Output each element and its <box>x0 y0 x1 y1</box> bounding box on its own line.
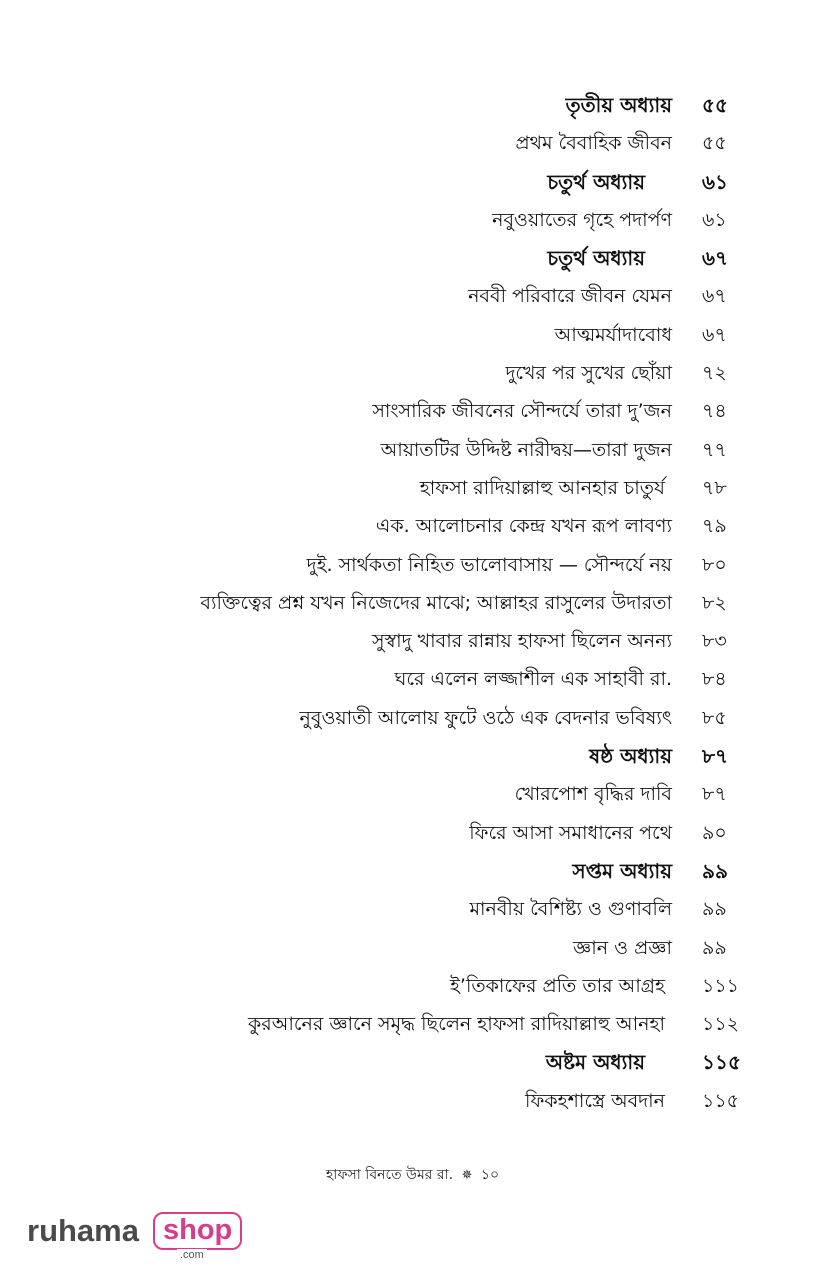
toc-page-number: ৯৯ <box>702 858 728 883</box>
toc-entry-row <box>0 584 825 622</box>
toc-page-number: ৭৭ <box>702 438 727 461</box>
toc-title: ই’তিকাফের প্রতি তার আগ্রহ <box>450 974 665 997</box>
toc-title: অষ্টম অধ্যায় <box>545 1050 645 1075</box>
toc-entry-row <box>0 201 825 239</box>
toc-page-number: ১১৫ <box>702 1089 739 1112</box>
toc-title: ঘরে এলেন লজ্জাশীল এক সাহাবী রা. <box>394 668 672 691</box>
toc-entry-row <box>0 967 825 1005</box>
toc-entry-row <box>0 1005 825 1043</box>
toc-title: মানবীয় বৈশিষ্ট্য ও গুণাবলি <box>469 898 672 921</box>
toc-page-number: ৭৯ <box>702 515 727 538</box>
toc-title: আত্মমর্যাদাবোধ <box>554 323 672 346</box>
toc-title: নবুওয়াতের গৃহে পদার্পণ <box>492 208 672 231</box>
toc-page-number: ১১১ <box>702 974 739 997</box>
toc-title: খোরপোশ বৃদ্ধির দাবি <box>514 783 672 806</box>
toc-title: এক. আলোচনার কেন্দ্র যখন রূপ লাবণ্য <box>375 515 672 538</box>
toc-title: কুরআনের জ্ঞানে সমৃদ্ধ ছিলেন হাফসা রাদিয়াল্লাহু আনহা <box>247 1013 665 1036</box>
toc-entry-row <box>0 660 825 698</box>
toc-title: সাংসারিক জীবনের সৌন্দর্যে তারা দু’জন <box>372 400 672 423</box>
toc-page-number: ৬৭ <box>702 323 727 346</box>
toc-title: প্রথম বৈবাহিক জীবন <box>515 132 672 155</box>
toc-title: চতুর্থ অধ্যায় <box>547 169 645 194</box>
toc-title: নুবুওয়াতী আলোয় ফুটে ওঠে এক বেদনার ভবিষ্যৎ <box>299 706 672 729</box>
toc-entry-row <box>0 814 825 852</box>
toc-page-number: ৬১ <box>702 169 728 194</box>
logo-text-com: .com <box>177 1249 207 1261</box>
toc-page-number: ৮৪ <box>702 668 727 691</box>
toc-entry-row <box>0 354 825 392</box>
toc-page-number: ৮০ <box>702 553 727 576</box>
toc-page-number: ১১২ <box>702 1013 740 1036</box>
toc-page-number: ৬৭ <box>702 285 727 308</box>
toc-page-number: ১১৫ <box>702 1050 741 1075</box>
toc-title: তৃতীয় অধ্যায় <box>565 93 672 117</box>
toc-page-number: ৮৩ <box>702 630 727 653</box>
toc-page-number: ৮২ <box>702 591 727 614</box>
toc-title: ফিরে আসা সমাধানের পথে <box>469 821 672 844</box>
toc-entry-row <box>0 1082 825 1120</box>
toc-page-number: ৬১ <box>702 208 727 231</box>
table-of-contents <box>0 86 825 1120</box>
toc-entry-row <box>0 929 825 967</box>
toc-page-number: ৭৮ <box>702 476 727 499</box>
toc-entry-row <box>0 469 825 507</box>
toc-title: ষষ্ঠ অধ্যায় <box>589 744 672 769</box>
toc-chapter-row <box>0 239 825 277</box>
ornament-icon: ✵ <box>461 1168 473 1183</box>
toc-chapter-row <box>0 737 825 775</box>
toc-entry-row <box>0 316 825 354</box>
toc-entry-row <box>0 775 825 813</box>
toc-page-number: ৮৫ <box>702 706 727 729</box>
toc-entry-row <box>0 890 825 928</box>
toc-page-number: ৯৯ <box>702 898 727 921</box>
toc-entry-row <box>0 699 825 737</box>
toc-chapter-row <box>0 1043 825 1081</box>
toc-entry-row <box>0 546 825 584</box>
toc-page-number: ৫৫ <box>702 93 728 117</box>
toc-title: দুই. সার্থকতা নিহিত ভালোবাসায় — সৌন্দর্যে নয় <box>306 553 672 576</box>
page-footer <box>0 1163 825 1187</box>
toc-page-number: ৭৪ <box>702 400 727 423</box>
toc-page-number: ৭২ <box>702 362 727 385</box>
toc-page-number: ৮৭ <box>702 744 728 769</box>
toc-title: আয়াতটির উদ্দিষ্ট নারীদ্বয়—তারা দুজন <box>380 438 672 461</box>
toc-title: চতুর্থ অধ্যায় <box>547 246 645 271</box>
toc-title: সুস্বাদু খাবার রান্নায় হাফসা ছিলেন অনন্য <box>371 630 672 653</box>
toc-page-number: ৯০ <box>702 821 727 844</box>
toc-page-number: ৬৭ <box>702 246 729 271</box>
toc-title: নববী পরিবারে জীবন যেমন <box>468 285 672 308</box>
toc-page-number: ৮৭ <box>702 783 727 806</box>
toc-chapter-row <box>0 163 825 201</box>
logo-text-shop: shop <box>153 1212 242 1250</box>
toc-title: দুখের পর সুখের ছোঁয়া <box>505 362 672 385</box>
toc-entry-row <box>0 124 825 162</box>
toc-page-number: ৯৯ <box>702 936 727 959</box>
toc-entry-row <box>0 277 825 315</box>
toc-entry-row <box>0 431 825 469</box>
toc-entry-row <box>0 392 825 430</box>
book-title: হাফসা বিনতে উমর রা. <box>325 1167 454 1183</box>
toc-chapter-row <box>0 86 825 124</box>
toc-chapter-row <box>0 852 825 890</box>
toc-title: ফিকহশাস্ত্রে অবদান <box>525 1089 665 1112</box>
toc-title: ব্যক্তিত্বের প্রশ্ন যখন নিজেদের মাঝে; আল্লাহর রাসুলের উদারতা <box>200 591 672 614</box>
toc-title: হাফসা রাদিয়াল্লাহু আনহার চাতুর্য <box>419 476 665 499</box>
footer-page-number: ১০ <box>480 1167 500 1183</box>
toc-entry-row <box>0 507 825 545</box>
toc-entry-row <box>0 622 825 660</box>
toc-title: সপ্তম অধ্যায় <box>572 858 672 883</box>
ruhamashop-logo <box>27 1210 233 1262</box>
toc-title: জ্ঞান ও প্রজ্ঞা <box>573 936 672 959</box>
logo-text-ruhama: ruhama <box>27 1213 139 1248</box>
toc-page-number: ৫৫ <box>702 132 727 155</box>
